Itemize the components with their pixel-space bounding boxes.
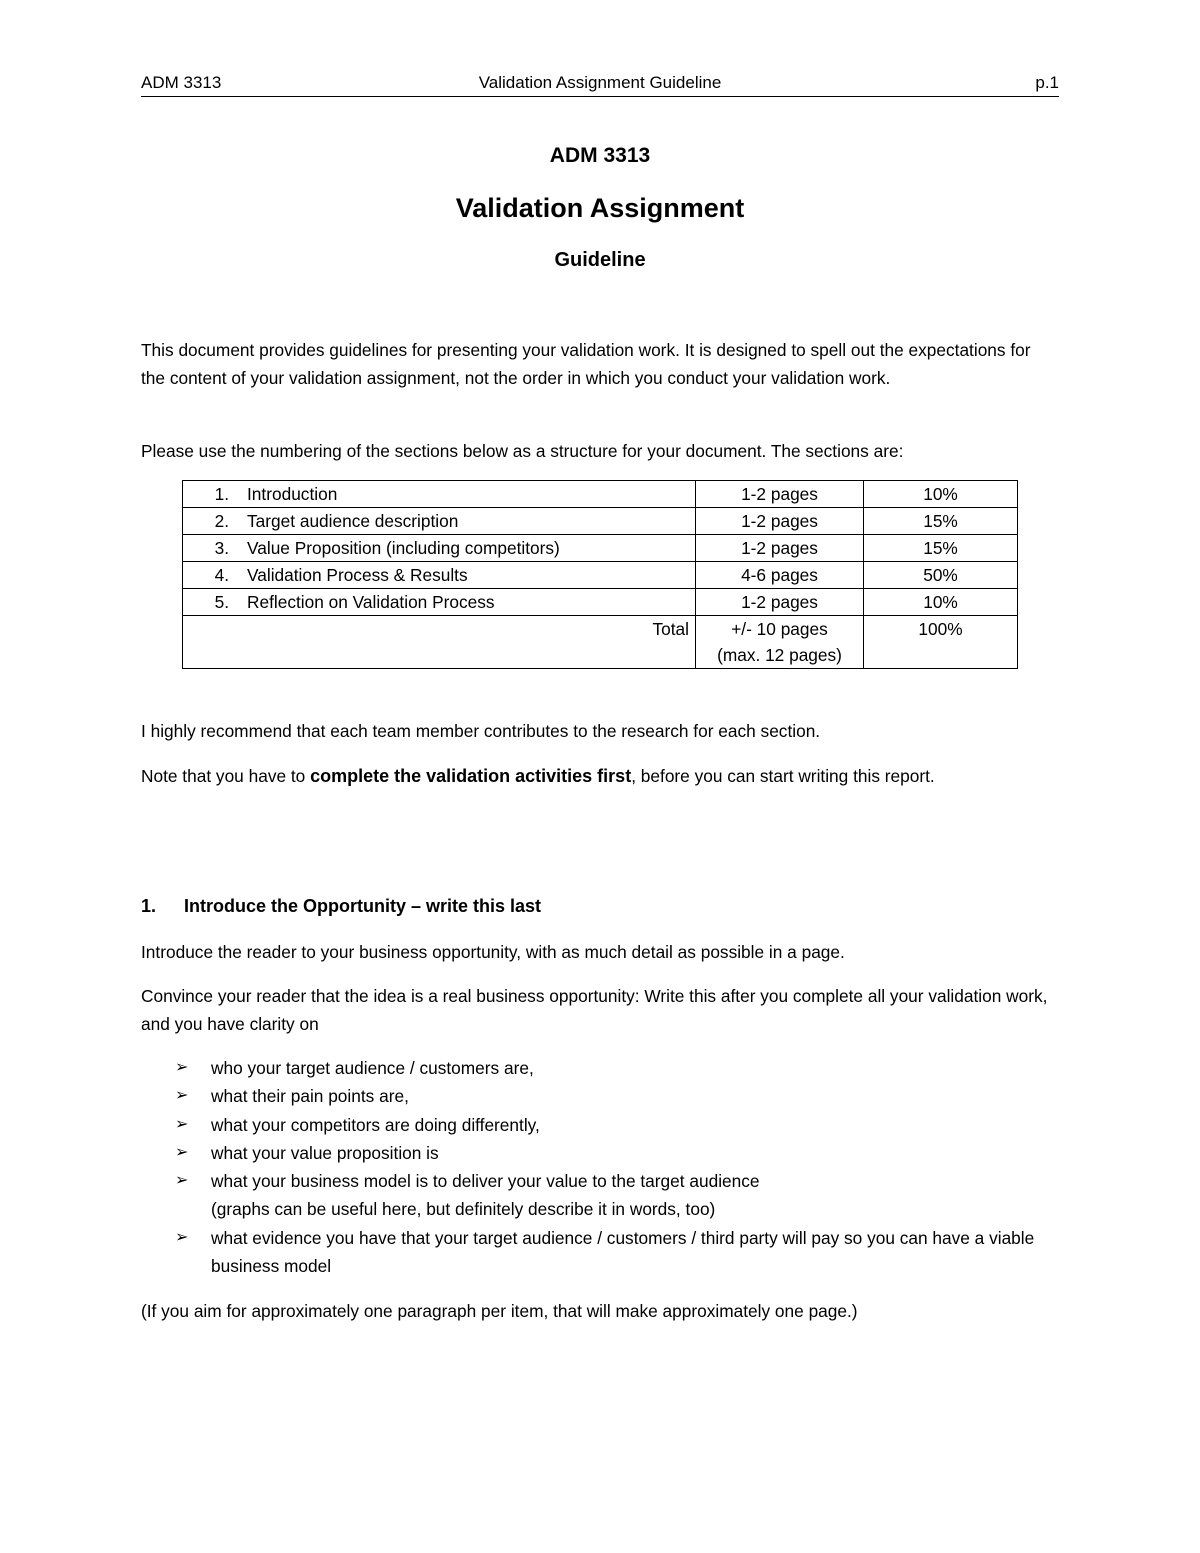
note-paragraph (141, 762, 1059, 790)
clarity-list (175, 1054, 1055, 1280)
document-subtitle: Guideline (554, 249, 646, 271)
intro-text-a: This document provides guidelines for presenting your validation work. (141, 340, 685, 360)
row-number: 4. (214, 565, 229, 585)
section-1-number: 1. (141, 896, 157, 916)
arrow-bullet-icon: ➢ (175, 1087, 189, 1105)
section-1-heading (141, 892, 541, 920)
list-item: ➢ what your value proposition is (175, 1139, 1055, 1167)
total-label: Total (183, 616, 696, 669)
header-title: Validation Assignment Guideline (478, 73, 722, 92)
row-number: 5. (214, 592, 229, 612)
row-number: 1. (214, 484, 229, 504)
row-name: Validation Process & Results (247, 565, 468, 585)
section-1-title: Introduce the Opportunity – write this last (184, 896, 542, 916)
section-1-closing: (If you aim for approximately one paragraph per item, that will make approximately one page.) (141, 1301, 858, 1321)
row-percent: 10% (864, 481, 1018, 508)
row-name: Value Proposition (including competitors) (247, 538, 560, 558)
note-emphasis: complete the validation activities first (310, 766, 632, 786)
row-name: Introduction (247, 484, 338, 504)
total-pages (696, 616, 864, 669)
table-row (183, 562, 1018, 589)
row-percent: 15% (864, 508, 1018, 535)
structure-paragraph: Please use the numbering of the sections below as a structure for your document. The sections are: (141, 441, 904, 461)
table-row (183, 481, 1018, 508)
row-pages: 1-2 pages (696, 481, 864, 508)
arrow-bullet-icon: ➢ (175, 1059, 189, 1076)
intro-text-b: It is designed to spell out the expectations for the content of your validation assignment, not the order in which you conduct your validation work. (141, 340, 1031, 388)
table-row (183, 535, 1018, 562)
total-pages-line1: +/- 10 pages (731, 619, 828, 639)
row-name: Reflection on Validation Process (247, 592, 495, 612)
row-percent: 10% (864, 589, 1018, 616)
arrow-bullet-icon: ➢ (175, 1143, 189, 1161)
note-text-after: , before you can start writing this report. (631, 766, 935, 786)
recommendation-paragraph: I highly recommend that each team member contributes to the research for each section. (141, 721, 821, 741)
table-row (183, 589, 1018, 616)
total-pages-line2: (max. 12 pages) (717, 645, 842, 665)
row-number: 2. (214, 511, 229, 531)
list-item: ➢ what their pain points are, (175, 1082, 1055, 1110)
document-title: Validation Assignment (455, 193, 745, 223)
row-percent: 15% (864, 535, 1018, 562)
list-item: ➢ what your business model is to deliver your value to the target audience (graphs can be useful here, but definitely describe it in words, too) (175, 1167, 1055, 1224)
arrow-bullet-icon: ➢ (175, 1172, 189, 1190)
intro-paragraph (141, 336, 1059, 392)
row-pages: 1-2 pages (696, 589, 864, 616)
section-1-intro: Introduce the reader to your business opportunity, with as much detail as possible in a page. (141, 942, 845, 962)
note-text-before: Note that you have to (141, 766, 311, 786)
course-title: ADM 3313 (549, 144, 651, 167)
row-percent: 50% (864, 562, 1018, 589)
row-pages: 1-2 pages (696, 535, 864, 562)
list-item-continuation: (graphs can be useful here, but definitely describe it in words, too) (211, 1199, 716, 1220)
row-name: Target audience description (247, 511, 459, 531)
table-total-row (183, 616, 1018, 669)
arrow-bullet-icon: ➢ (175, 1228, 189, 1246)
row-pages: 1-2 pages (696, 508, 864, 535)
header-course: ADM 3313 (141, 73, 222, 92)
table-row (183, 508, 1018, 535)
arrow-bullet-icon: ➢ (175, 1115, 189, 1133)
row-pages: 4-6 pages (696, 562, 864, 589)
total-percent: 100% (864, 616, 1018, 669)
list-item: ➢ who your target audience / customers are, (175, 1054, 1055, 1082)
list-item: ➢ what evidence you have that your target audience / customers / third party will pay so you can have a viable business model (175, 1224, 1055, 1281)
list-item: ➢ what your competitors are doing differently, (175, 1111, 1055, 1139)
row-number: 3. (214, 538, 229, 558)
page-header (141, 72, 1059, 97)
section-1-convince: Convince your reader that the idea is a real business opportunity: Write this after you complete all your validation work, and you have clarity on (141, 986, 1048, 1034)
header-page-number: p.1 (1035, 73, 1059, 92)
sections-table (182, 480, 1018, 669)
